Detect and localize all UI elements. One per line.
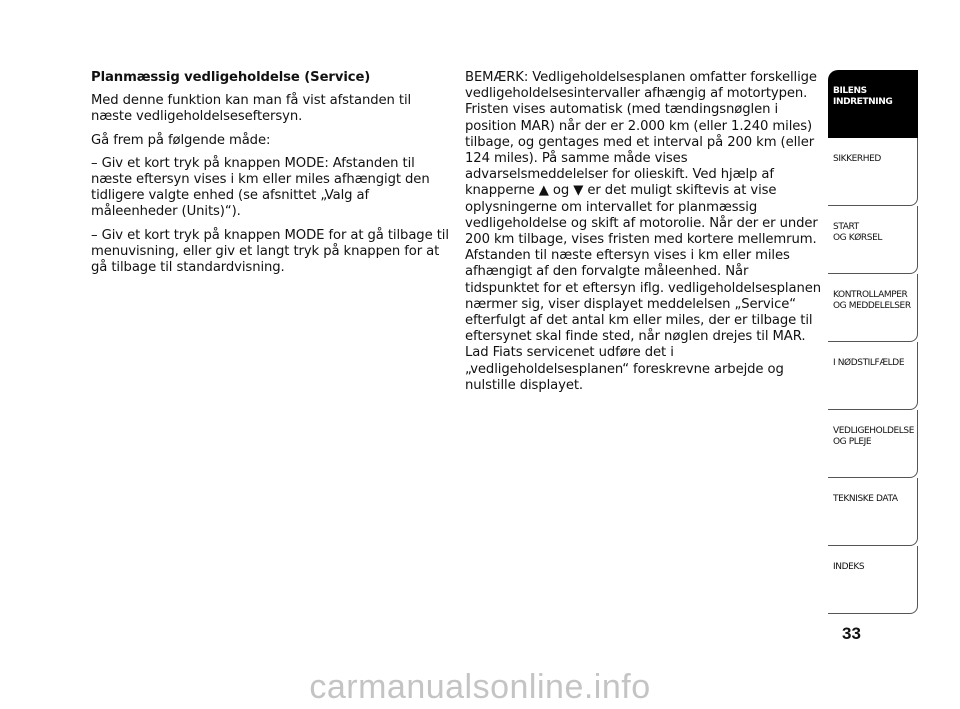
tab-label-line1: KONTROLLAMPER — [833, 290, 908, 300]
tab-label-line1: START — [833, 222, 859, 232]
tab-label-line1: BILENS — [833, 86, 867, 96]
tab-vedligeholdelse[interactable] — [828, 410, 918, 478]
tab-label-line1: I NØDSTILFÆLDE — [833, 358, 905, 368]
tab-tekniske-data[interactable] — [828, 478, 918, 546]
left-column — [91, 70, 451, 283]
tab-label-line2: OG MEDDELELSER — [833, 301, 911, 311]
note-paragraph: BEMÆRK: Vedligeholdelsesplanen omfatter forskellige vedligeholdelsesintervaller afhængig af motortypen. Fristen vises automatisk (med tændingsnøglen i position MAR) når der er 2.000 km (eller 1.240 miles) tilbage, og gentages med et interval på 200 km (eller 124 miles). På samme måde vises advarselsmeddelelser for olieskift. Ved hjælp af knapperne ▲ og ▼ er det muligt skiftevis at vise oplysningerne om intervallet for planmæssig vedligeholdelse og skift af motorolie. Når der er under 200 km tilbage, vises fristen med kortere mellemrum. Afstanden til næste eftersyn vises i km eller miles afhængigt af den forvalgte måleenhed. Når tidspunktet for et eftersyn iflg. vedligeholdelsesplanen nærmer sig, viser displayet meddelelsen „Service“ efterfulgt af det antal km eller miles, der er tilbage til eftersynet skal finde sted, når nøglen drejes til MAR. Lad Fiats servicenet udføre det i „vedligeholdelsesplanen“ foreskrevne arbejde og nulstille displayet. — [465, 70, 821, 393]
tab-label-line1: VEDLIGEHOLDELSE — [833, 426, 914, 436]
tab-label-line1: SIKKERHED — [833, 154, 881, 164]
section-heading: Planmæssig vedligeholdelse (Service) — [91, 70, 371, 85]
tab-start-og-korsel[interactable] — [828, 206, 918, 274]
tab-label-line1: INDEKS — [833, 562, 865, 572]
procedure-intro: Gå frem på følgende måde: — [91, 132, 271, 148]
step-return: – Giv et kort tryk på knappen MODE for at gå tilbage til menuvisning, eller giv et langt tryk på knappen for at gå tilbage til standardvisning. — [91, 227, 449, 276]
intro-paragraph: Med denne funktion kan man få vist afstanden til næste vedligeholdelseseftersyn. — [91, 93, 412, 125]
tab-label-line2: OG KØRSEL — [833, 233, 882, 243]
right-column — [465, 70, 825, 401]
tab-kontrollamper[interactable] — [828, 274, 918, 342]
tab-indeks[interactable] — [828, 546, 918, 614]
tab-label-line1: TEKNISKE DATA — [833, 494, 898, 504]
tab-sikkerhed[interactable] — [828, 138, 918, 206]
tab-label-line2: INDRETNING — [833, 97, 893, 107]
tab-i-nodstilfaelde[interactable] — [828, 342, 918, 410]
chapter-tabs — [828, 70, 918, 614]
page-number: 33 — [842, 624, 861, 643]
watermark: carmanualsonline.info — [309, 668, 651, 706]
step-short-press: – Giv et kort tryk på knappen MODE: Afstanden til næste eftersyn vises i km eller miles afhængigt den tidligere valgte enhed (se afsnittet „Valg af måleenheder (Units)“). — [91, 155, 430, 220]
tab-label-line2: OG PLEJE — [833, 437, 872, 447]
tab-bilens-indretning[interactable] — [828, 70, 918, 138]
